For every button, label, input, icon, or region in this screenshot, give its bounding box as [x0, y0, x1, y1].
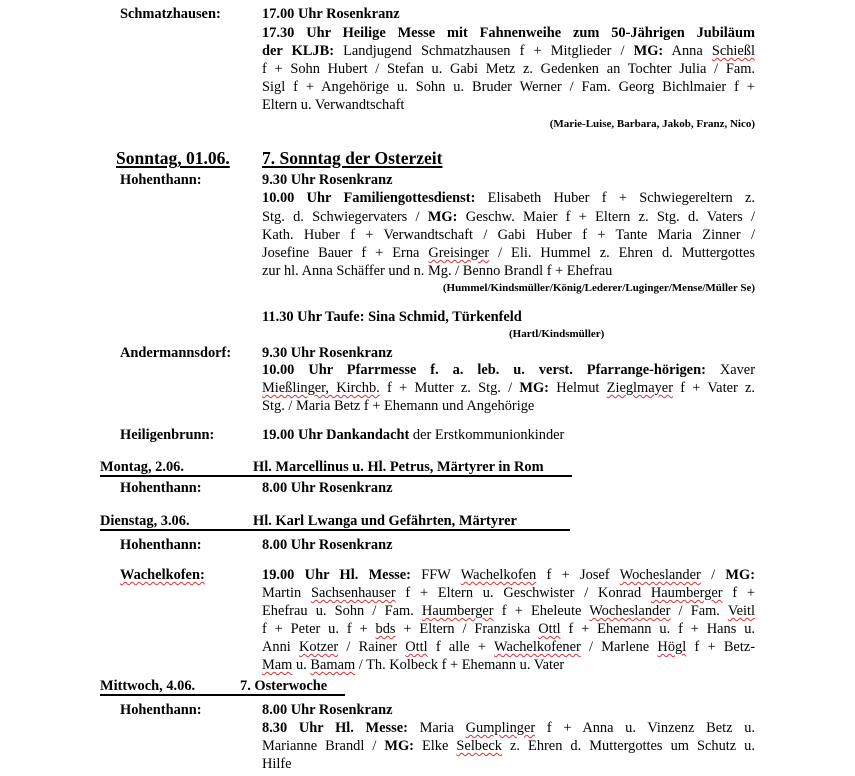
ministrants: (Hummel/Kindsmüller/König/Lederer/Luginger/Mense/Müller Se)	[442, 282, 755, 294]
schedule-line: 19.00 Uhr Dankandacht der Erstkommunionkinder	[262, 427, 565, 443]
heading-underline	[100, 475, 572, 477]
day-heading-date: Montag, 2.06.	[100, 459, 184, 475]
schedule-line: 17.00 Uhr Rosenkranz	[262, 6, 400, 22]
schedule-line: 9.30 Uhr Rosenkranz	[262, 172, 393, 188]
schedule-line: Martin Sachsenhauser f + Eltern u. Geschwister / Konrad Haumberger f +	[262, 585, 756, 601]
place-hohenthann: Hohenthann:	[120, 537, 202, 553]
place-hohenthann: Hohenthann:	[120, 172, 202, 188]
day-heading-date: Sonntag, 01.06.	[116, 148, 230, 168]
day-heading-date: Mittwoch, 4.06.	[100, 678, 196, 694]
day-heading-date: Dienstag, 3.06.	[100, 513, 190, 529]
schedule-line: 9.30 Uhr Rosenkranz	[262, 345, 393, 361]
ministrants: (Marie-Luise, Barbara, Jakob, Franz, Nico)	[549, 118, 755, 130]
schedule-line: Marianne Brandl / MG: Elke Selbeck z. Ehren d. Muttergottes um Schutz u.	[262, 738, 755, 754]
schedule-line: Mießlinger, Kirchb. f + Mutter z. Stg. / MG: Helmut Zieglmayer f + Vater z.	[262, 380, 755, 396]
schedule-line: Hilfe	[262, 756, 292, 772]
schedule-line: 11.30 Uhr Taufe: Sina Schmid, Türkenfeld	[262, 309, 522, 325]
place-wachelkofen: Wachelkofen:	[120, 567, 205, 583]
schedule-line: 17.30 Uhr Heilige Messe mit Fahnenweihe zum 50-Jährigen Jubiläum	[262, 25, 755, 41]
schedule-line: Sigl f + Angehörige u. Sohn u. Bruder Werner / Fam. Georg Bichlmaier f +	[262, 79, 755, 95]
schedule-line: 8.30 Uhr Hl. Messe: Maria Gumplinger f + Anna u. Vinzenz Betz u.	[262, 720, 755, 736]
schedule-line: f + Peter u. f + bds + Eltern / Franziska Ottl f + Ehemann u. f + Hans u.	[262, 621, 756, 637]
day-heading-title: Hl. Karl Lwanga und Gefährten, Märtyrer	[253, 513, 517, 529]
schedule-line: 10.00 Uhr Familiengottesdienst: Elisabeth Huber f + Schwiegereltern z.	[262, 190, 755, 206]
schedule-line: 8.00 Uhr Rosenkranz	[262, 480, 393, 496]
schedule-line: 10.00 Uhr Pfarrmesse f. a. leb. u. verst. Pfarrange-hörigen: Xaver	[262, 362, 755, 378]
schedule-line: Stg. d. Schwiegervaters / MG: Geschw. Maier f + Eltern z. Stg. d. Vaters /	[262, 209, 756, 225]
place-heiligenbrunn: Heiligenbrunn:	[120, 427, 215, 443]
place-schmatzhausen: Schmatzhausen:	[120, 6, 221, 22]
place-hohenthann: Hohenthann:	[120, 702, 202, 718]
place-andermannsdorf: Andermannsdorf:	[120, 345, 232, 361]
schedule-line: Stg. / Maria Betz f + Ehemann und Angehörige	[262, 398, 535, 414]
heading-underline	[100, 694, 345, 696]
schedule-line: 8.00 Uhr Rosenkranz	[262, 537, 393, 553]
schedule-line: Kath. Huber f + Verwandtschaft / Gabi Huber f + Tante Maria Zinner /	[262, 227, 755, 243]
schedule-line: Anni Kotzer / Rainer Ottl f alle + Wachelkofener / Marlene Högl f + Betz-	[262, 639, 756, 655]
schedule-line: zur hl. Anna Schäffer und n. Mg. / Benno Brandl f + Ehefrau	[262, 263, 613, 279]
heading-underline	[100, 529, 570, 531]
schedule-line: Mam u. Bamam / Th. Kolbeck f + Ehemann u. Vater	[262, 657, 565, 673]
day-heading-title: Hl. Marcellinus u. Hl. Petrus, Märtyrer in Rom	[253, 459, 544, 475]
day-heading-title: 7. Sonntag der Osterzeit	[262, 148, 443, 168]
schedule-line: 8.00 Uhr Rosenkranz	[262, 702, 393, 718]
schedule-line: der KLJB: Landjugend Schmatzhausen f + Mitglieder / MG: Anna Schießl	[262, 43, 755, 59]
place-hohenthann: Hohenthann:	[120, 480, 202, 496]
schedule-line: Josefine Bauer f + Erna Greisinger / Eli. Hummel z. Ehren d. Muttergottes	[262, 245, 755, 261]
schedule-line: 19.00 Uhr Hl. Messe: FFW Wachelkofen f + Josef Wocheslander / MG:	[262, 567, 755, 583]
schedule-line: f + Sohn Hubert / Stefan u. Gabi Metz z. Gedenken an Tochter Julia / Fam.	[262, 61, 755, 77]
schedule-line: Eltern u. Verwandtschaft	[262, 97, 405, 113]
ministrants: (Hartl/Kindsmüller)	[509, 328, 605, 340]
schedule-line: Ehefrau u. Sohn / Fam. Haumberger f + Eheleute Wocheslander / Fam. Veitl	[262, 603, 755, 619]
day-heading-title: 7. Osterwoche	[240, 678, 328, 694]
